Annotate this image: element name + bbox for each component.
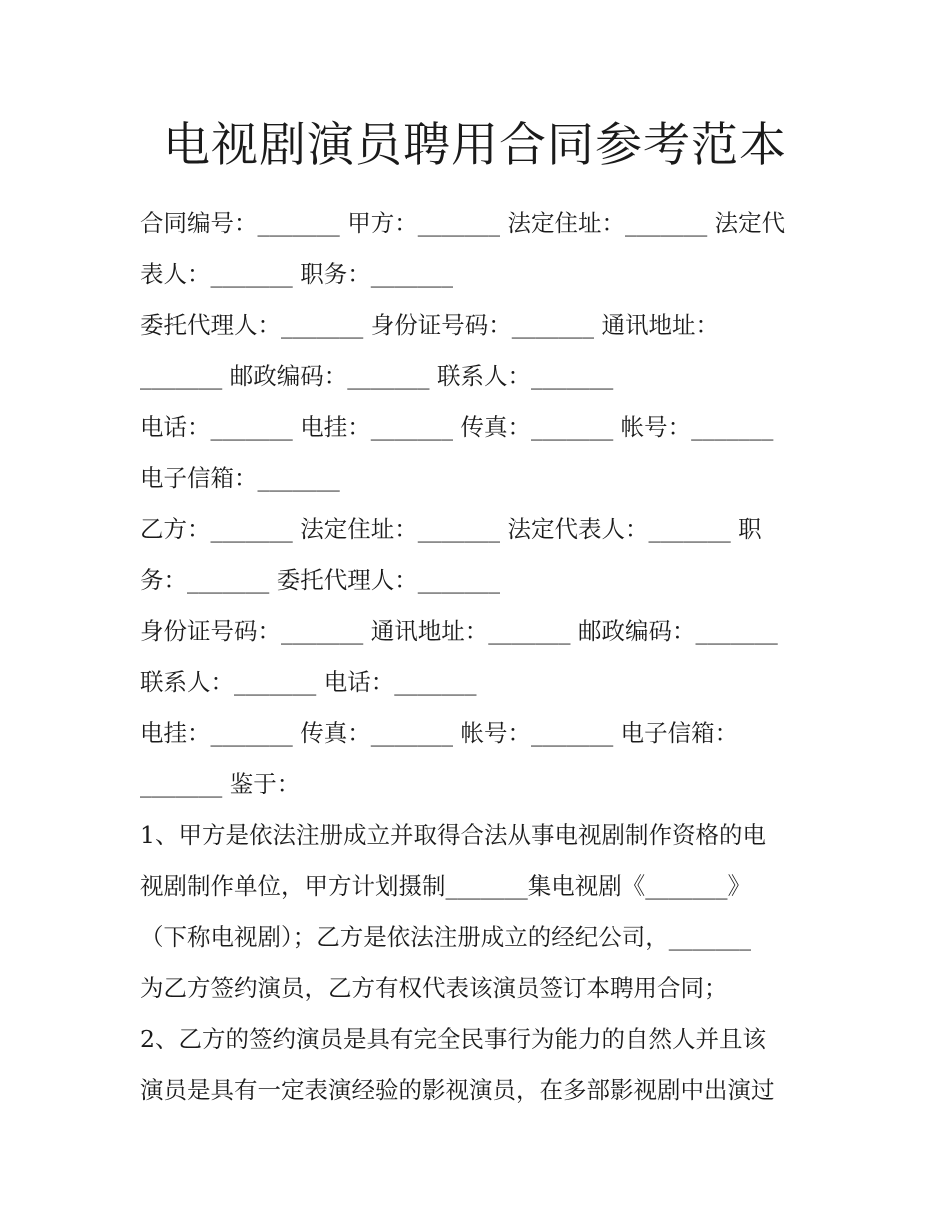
text-line: 合同编号：_______ 甲方：_______ 法定住址：_______ 法定代: [140, 209, 786, 237]
document-title: 电视剧演员聘用合同参考范本: [163, 118, 787, 173]
text-line: 委托代理人：_______ 身份证号码：_______ 通讯地址：: [140, 311, 719, 339]
text-line: 1、甲方是依法注册成立并取得合法从事电视剧制作资格的电: [140, 821, 766, 849]
text-line: 为乙方签约演员，乙方有权代表该演员签订本聘用合同；: [140, 974, 728, 1002]
text-line: 乙方：_______ 法定住址：_______ 法定代表人：_______ 职: [140, 515, 762, 543]
text-line: 2、乙方的签约演员是具有完全民事行为能力的自然人并且该: [140, 1025, 766, 1053]
text-line: 演员是具有一定表演经验的影视演员，在多部影视剧中出演过: [140, 1076, 775, 1104]
text-line: 联系人：_______ 电话：_______: [140, 668, 477, 696]
text-line: _______ 邮政编码：_______ 联系人：_______: [140, 362, 614, 390]
text-line: 表人：_______ 职务：_______: [140, 260, 453, 288]
text-line: 电挂：_______ 传真：_______ 帐号：_______ 电子信箱：: [140, 719, 739, 747]
document-body: [140, 198, 816, 1116]
text-line: （下称电视剧）；乙方是依法注册成立的经纪公司，_______: [140, 923, 751, 951]
text-line: 身份证号码：_______ 通讯地址：_______ 邮政编码：_______: [140, 617, 778, 645]
text-line: 视剧制作单位，甲方计划摄制_______集电视剧《_______》: [140, 872, 751, 900]
text-line: _______ 鉴于：: [140, 770, 301, 798]
text-line: 务：_______ 委托代理人：_______: [140, 566, 500, 594]
text-line: 电子信箱：_______: [140, 464, 340, 492]
text-line: 电话：_______ 电挂：_______ 传真：_______ 帐号：_______: [140, 413, 774, 441]
